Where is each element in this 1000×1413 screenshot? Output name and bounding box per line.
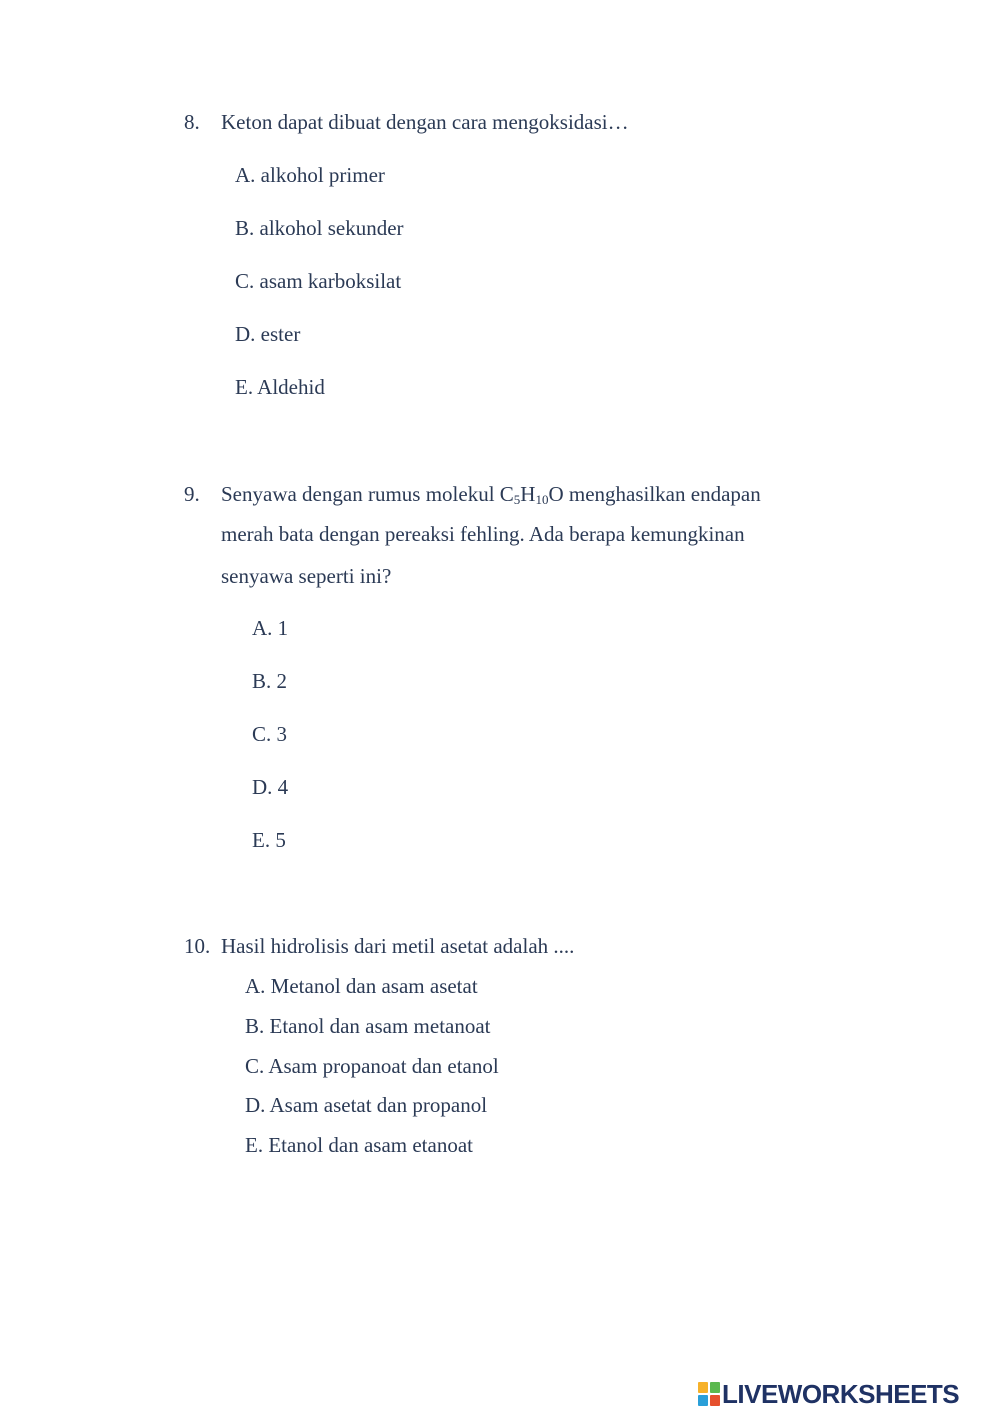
question-10-option-e: E. Etanol dan asam etanoat [245,1133,473,1157]
question-10-option-d: D. Asam asetat dan propanol [245,1093,488,1117]
logo-tile [698,1395,708,1406]
question-10-option-a: A. Metanol dan asam asetat [245,974,478,998]
question-9-text-line-3: senyawa seperti ini? [221,564,392,588]
logo-tile [710,1395,720,1406]
question-10-number: 10. [184,934,211,958]
question-9-text-line-2: merah bata dengan pereaksi fehling. Ada berapa kemungkinan [221,522,745,546]
question-8-option-e: E. Aldehid [235,375,325,399]
question-8-option-b: B. alkohol sekunder [235,216,404,240]
question-8-number: 8. [184,110,200,134]
liveworksheets-logo[interactable] [698,1379,959,1409]
liveworksheets-logo-icon [698,1382,720,1406]
question-9-text-part: O menghasilkan endapan [548,482,761,506]
formula-subscript: 5 [513,492,521,507]
question-9-option-e: E. 5 [252,828,286,852]
question-8-option-a: A. alkohol primer [235,163,385,187]
question-9-number: 9. [184,482,200,506]
logo-tile [710,1382,720,1393]
question-10-text: Hasil hidrolisis dari metil asetat adalah .... [221,934,575,958]
question-8-option-d: D. ester [235,322,301,346]
question-8-option-c: C. asam karboksilat [235,269,402,293]
question-9-option-d: D. 4 [252,775,289,799]
question-8-text: Keton dapat dibuat dengan cara mengoksidasi… [221,110,629,134]
question-10-option-b: B. Etanol dan asam metanoat [245,1014,491,1038]
logo-tile [698,1382,708,1393]
question-9-option-a: A. 1 [252,616,289,640]
question-9-option-c: C. 3 [252,722,288,746]
question-9-text-part: Senyawa dengan rumus molekul C [221,482,514,506]
liveworksheets-logo-text: LIVEWORKSHEETS [722,1378,960,1409]
formula-subscript: 10 [535,492,549,507]
question-9-text-line-1 [221,484,761,505]
question-10-option-c: C. Asam propanoat dan etanol [245,1054,499,1078]
question-9-option-b: B. 2 [252,669,288,693]
question-9-text-part: H [520,482,536,506]
